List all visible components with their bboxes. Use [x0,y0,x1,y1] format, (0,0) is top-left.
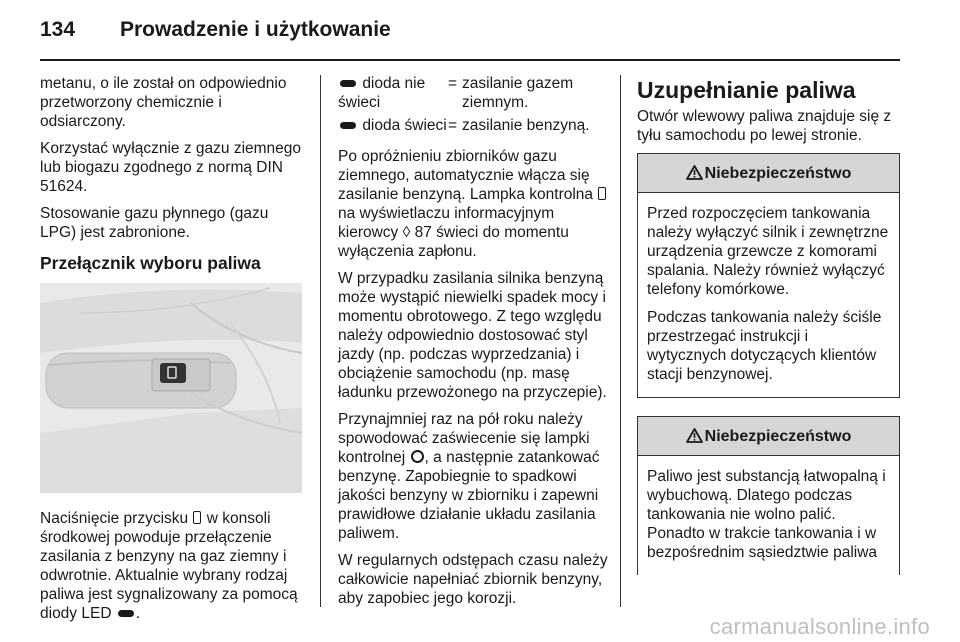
led-icon [340,122,356,129]
led-icon [118,610,134,617]
col1-paragraph-2: Korzystać wyłącznie z gazu ziemnego lub biogazu zgodnego z normą DIN 51624. [40,140,302,195]
warning-triangle-icon [686,165,703,180]
column-2 [338,74,608,616]
column-divider-1 [320,75,321,607]
danger-1-paragraph-1: Przed rozpoczęciem tankowania należy wyłączyć silnik i zewnętrzne urządzenia grzewcze z komorami spalania. Należy również wyłączyć telefony komórkowe. [647,205,889,298]
legend-eq-1: = [448,75,458,92]
col2-paragraph-2: W przypadku zasilania silnika benzyną może wystąpić niewielki spadek mocy i momentu obrotowego. Z tego względu należy odpowiednio dostosować styl jazdy (np. podczas wyprzedzania) i obciążenie samochodu (np. masę ładunku przewożonego na przyczepie). [338,270,607,401]
danger-box-2-body [638,456,899,575]
danger-box-1 [637,153,900,398]
led-icon [340,80,356,87]
fuel-selector-button [160,363,186,383]
col2-paragraph-3: Przynajmniej raz na pół roku należy spowodować zaświecenie się lampki kontrolnej , a następnie zatankować benzynę. Zapobiegnie to spadkowi jakości benzyny w zbiorniku i zapewni prawidłowe działanie układu zasilania paliwem. [338,411,600,542]
p4-text-b: w konsoli środkowej powoduje przełączenie zasilania z benzyny na gaz ziemny i odwrotnie. Aktualnie wybrany rodzaj paliwa jest sygnalizowany za pomocą diody LED [40,510,298,622]
danger-box-2-title: Niebezpieczeństwo [638,417,899,456]
fuel-pump-icon [598,187,606,200]
page-number: 134 [40,18,76,41]
col1-paragraph-3: Stosowanie gazu płynnego (gazu LPG) jest zabronione. [40,205,269,241]
center-console-illustration [40,283,302,493]
column-divider-2 [620,75,621,607]
danger-1-paragraph-2: Podczas tankowania należy ściśle przestrzegać instrukcji i wytycznych dotyczących klientów stacji benzynowej. [647,309,882,383]
page-title: Prowadzenie i użytkowanie [120,18,391,41]
legend-eq-2: = [448,117,458,134]
danger-box-1-title: Niebezpieczeństwo [638,154,899,193]
page-header [40,18,391,42]
col1-paragraph-4 [40,509,306,623]
col2-paragraph-1: Po opróżnieniu zbiorników gazu ziemnego, automatycznie włącza się zasilanie benzyną. Lampka kontrolna na wyświetlaczu informacyjnym kierowcy ◊ 87 świeci do momentu wyłączenia zapłonu. [338,147,608,261]
watermark: carmanualsonline.info [709,614,930,639]
column-1 [40,74,306,631]
danger-box-2 [637,416,900,575]
header-rule [40,59,900,61]
page-reference[interactable]: 87 [414,224,432,241]
refuelling-intro: Otwór wlewowy paliwa znajduje się z tyłu samochodu po lewej stronie. [637,108,892,144]
legend-term-2: dioda świeci [338,116,448,135]
refuelling-heading: Uzupełnianie paliwa [637,77,856,103]
danger-box-1-body [638,193,899,397]
legend-desc-2: zasilanie benzyną. [462,117,590,134]
p4-text-a: Naciśnięcie przycisku [40,510,189,527]
column-3 [637,74,900,575]
warning-triangle-icon [686,428,703,443]
col1-paragraph-1: metanu, o ile został on odpowiednio przetworzony chemicznie i odsiarczony. [40,75,287,130]
col2-paragraph-4: W regularnych odstępach czasu należy całkowicie napełniać zbiornik benzyny, aby zapobiec jego korozji. [338,552,608,607]
p4-text-c: . [135,605,141,622]
control-lamp-circle-icon [411,450,424,463]
legend-desc-1: zasilanie gazem ziemnym. [462,75,574,111]
led-legend [338,74,608,135]
page-ref-arrow-icon: ◊ [402,224,411,241]
fuel-selector-photo [40,283,302,493]
legend-term-1: dioda nie świeci [338,75,426,111]
fuel-selector-heading: Przełącznik wyboru paliwa [40,253,261,273]
danger-2-paragraph-1: Paliwo jest substancją łatwopalną i wybuchową. Dlatego podczas tankowania nie wolno palić. Ponadto w trakcie tankowania i w bezpośrednim sąsiedztwie paliwa [647,468,886,561]
fuel-pump-icon [193,511,201,524]
